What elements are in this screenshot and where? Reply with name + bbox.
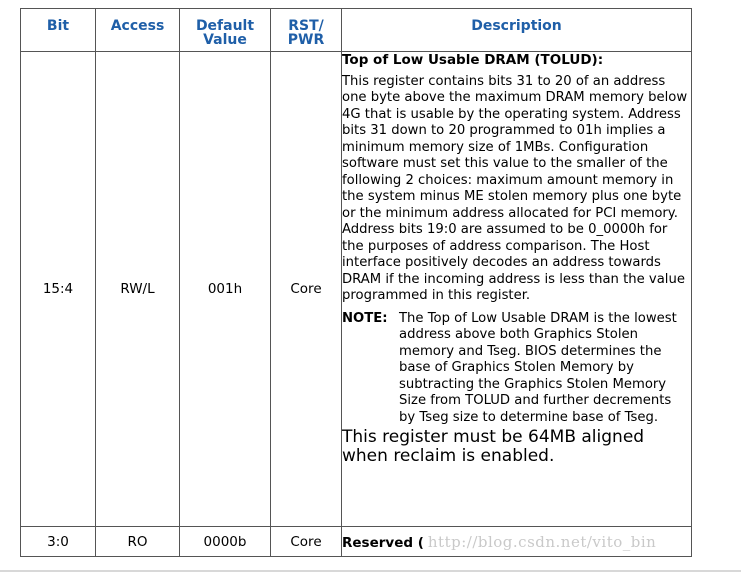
header-default-value [180, 9, 271, 52]
bit-cell: 3:0 [21, 527, 96, 557]
header-access: Access [96, 9, 180, 52]
table-row [21, 52, 692, 527]
note-text: The Top of Low Usable DRAM is the lowest address above both Graphics Stolen memory and Tseg. BIOS determines the base of Graphics Stolen Memory by subtracting the Graphics Stolen Memory Size from TOLUD and further decrements by Tseg size to determine base of Tseg. [399, 310, 677, 425]
header-rst-text: RST/ PWR [287, 18, 325, 48]
header-rst-pwr [271, 9, 342, 52]
bit-cell: 15:4 [21, 52, 96, 527]
field-title: Top of Low Usable DRAM (TOLUD): [342, 52, 604, 68]
header-row [21, 9, 692, 52]
header-bit: Bit [21, 9, 96, 52]
rst-cell: Core [271, 52, 342, 527]
watermark: http://blog.csdn.net/vito_bin [427, 532, 657, 551]
note-block [342, 311, 691, 427]
reserved-label: Reserved ( [342, 534, 424, 551]
header-description: Description [342, 9, 692, 52]
description-cell [342, 527, 692, 557]
default-cell: 0000b [180, 527, 271, 557]
default-cell: 001h [180, 52, 271, 527]
header-default-text: Default Value [195, 18, 255, 48]
field-description: This register contains bits 31 to 20 of an address one byte above the maximum DRAM memory below 4G that is usable by the operating system. Address bits 31 down to 20 programmed to 01h implies a minimum memory size of 1MBs. Configuration software must set this value to the smaller of the following 2 choices: maximum amount memory in the system minus ME stolen memory plus one byte or the minimum address allocated for PCI memory. Address bits 19:0 are assumed to be 0_0000h for the purposes of address comparison. The Host interface positively decodes an address towards DRAM if the incoming address is less than the value programmed in this register. [342, 73, 688, 303]
rst-cell: Core [271, 527, 342, 557]
register-table [20, 8, 692, 557]
description-cell [342, 52, 692, 527]
alignment-note: This register must be 64MB aligned when reclaim is enabled. [342, 427, 645, 466]
note-label: NOTE: [342, 310, 388, 326]
table-row [21, 527, 692, 557]
access-cell: RO [96, 527, 180, 557]
access-cell: RW/L [96, 52, 180, 527]
